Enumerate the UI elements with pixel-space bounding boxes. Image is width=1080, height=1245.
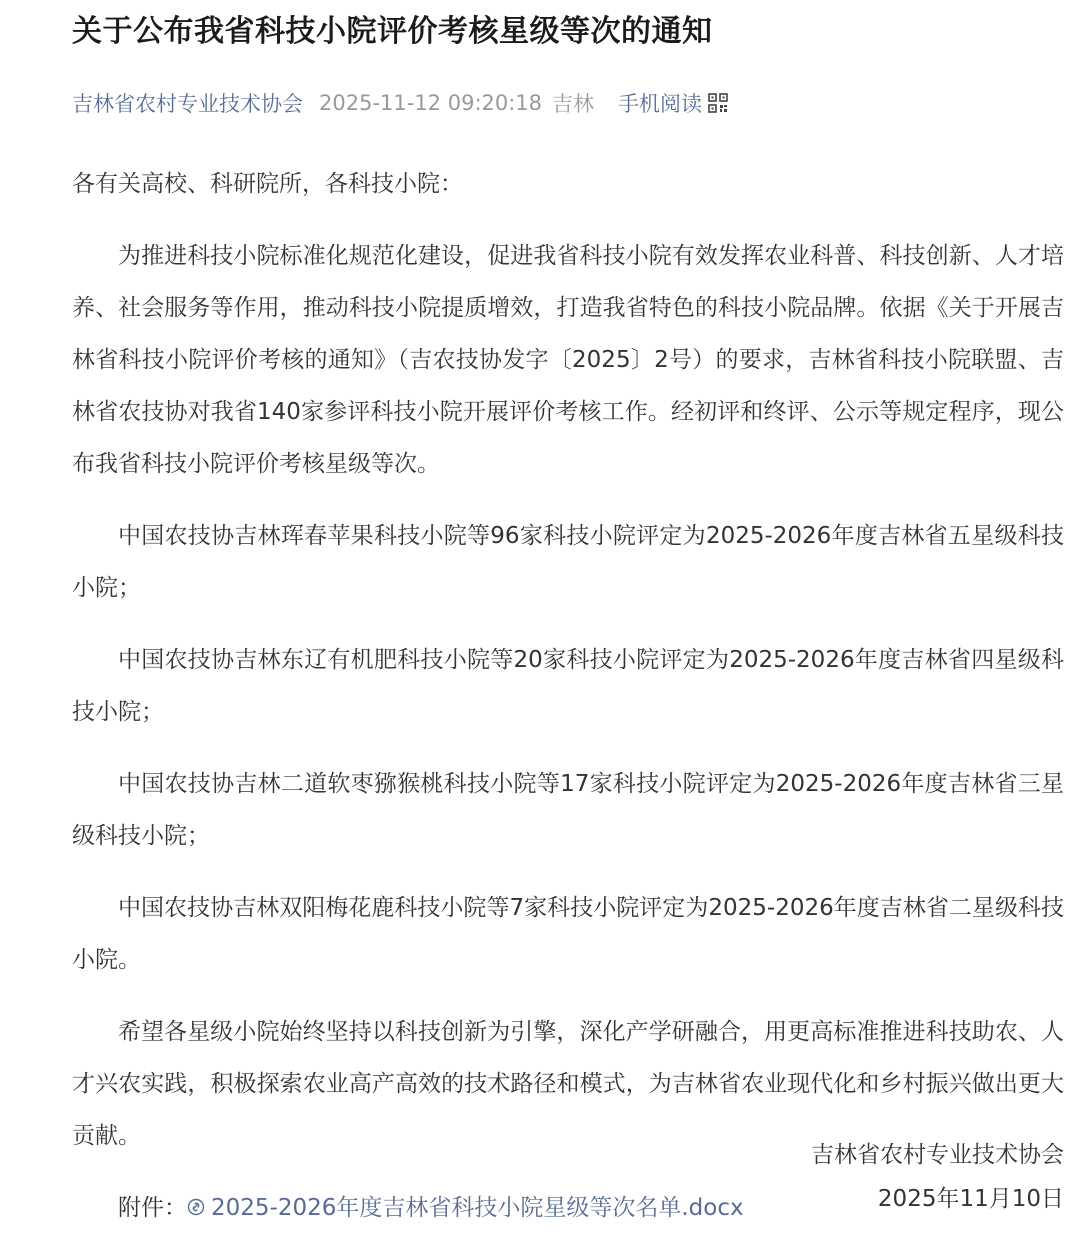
article xyxy=(72,0,1064,1234)
paragraph-intro: 为推进科技小院标准化规范化建设，促进我省科技小院有效发挥农业科普、科技创新、人才培养、社会服务等作用，推动科技小院提质增效，打造我省特色的科技小院品牌。依据《关于开展吉林省科技小院评价考核的通知》（吉农技协发字〔2025〕2号）的要求，吉林省科技小院联盟、吉林省农技协对我省140家参评科技小院开展评价考核工作。经初评和终评、公示等规定程序，现公布我省科技小院评价考核星级等次。 xyxy=(72,243,1064,477)
paragraph-four-star: 中国农技协吉林东辽有机肥科技小院等20家科技小院评定为2025-2026年度吉林省四星级科技小院； xyxy=(72,647,1064,725)
link-icon xyxy=(187,1198,205,1216)
publish-datetime: 2025-11-12 09:20:18 xyxy=(319,91,543,115)
attachment-label: 附件： xyxy=(118,1195,187,1221)
author-link[interactable]: 吉林省农村专业技术协会 xyxy=(72,92,303,116)
article-body xyxy=(72,158,1064,1234)
signature-date: 2025年11月10日 xyxy=(877,1186,1064,1212)
publish-location: 吉林 xyxy=(552,92,595,116)
attachment-file-name: 2025-2026年度吉林省科技小院星级等次名单.docx xyxy=(211,1195,744,1221)
paragraph-five-star: 中国农技协吉林珲春苹果科技小院等96家科技小院评定为2025-2026年度吉林省五星级科技小院； xyxy=(72,523,1064,601)
salutation: 各有关高校、科研院所，各科技小院： xyxy=(72,171,463,197)
article-meta xyxy=(72,86,1064,120)
paragraph-two-star: 中国农技协吉林双阳梅花鹿科技小院等7家科技小院评定为2025-2026年度吉林省二星级科技小院。 xyxy=(72,895,1064,973)
paragraph-closing: 希望各星级小院始终坚持以科技创新为引擎，深化产学研融合，用更高标准推进科技助农、人才兴农实践，积极探索农业高产高效的技术路径和模式，为吉林省农业现代化和乡村振兴做出更大贡献。 xyxy=(72,1019,1064,1149)
attachment-link[interactable] xyxy=(187,1195,744,1221)
article-title: 关于公布我省科技小院评价考核星级等次的通知 xyxy=(72,14,713,49)
signature-block xyxy=(811,1133,1064,1221)
paragraph-three-star: 中国农技协吉林二道软枣猕猴桃科技小院等17家科技小院评定为2025-2026年度吉林省三星级科技小院； xyxy=(72,771,1064,849)
mobile-read-link[interactable]: 手机阅读 xyxy=(618,92,703,116)
signature-organization: 吉林省农村专业技术协会 xyxy=(811,1142,1064,1168)
qr-code-icon[interactable] xyxy=(708,93,728,113)
